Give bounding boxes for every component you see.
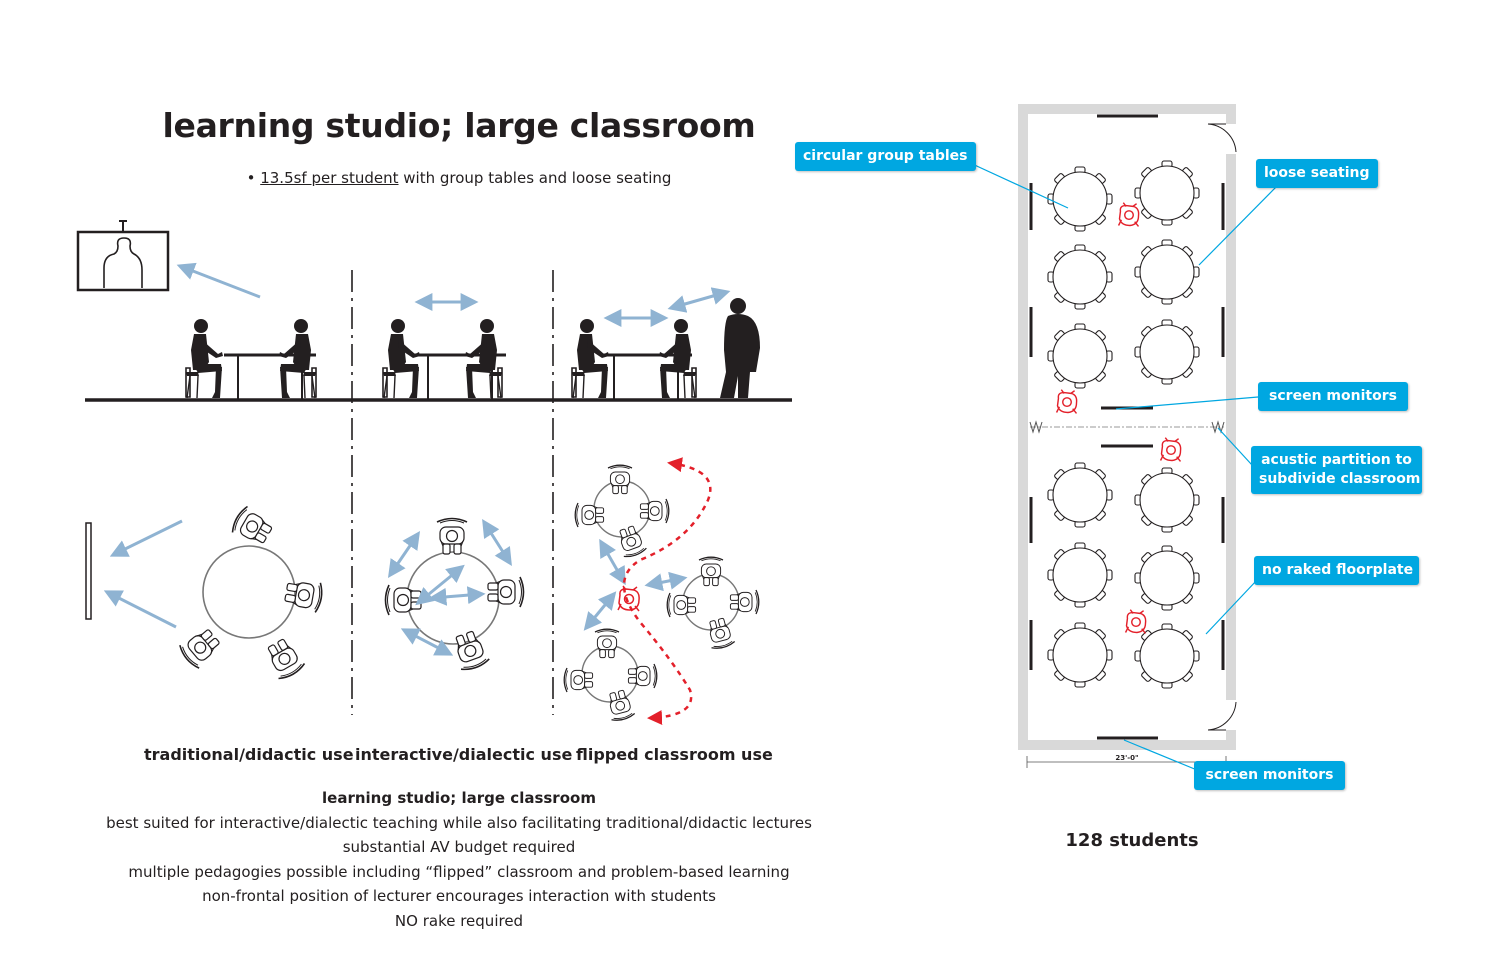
- floor-plan: [968, 104, 1278, 770]
- person-silhouette-icon: [465, 319, 502, 398]
- wall-screen: [86, 523, 91, 619]
- exchange-arrow: [671, 292, 727, 308]
- notes-line: substantial AV budget required: [342, 838, 576, 857]
- notes-line: best suited for interactive/dialectic teaching while also facilitating traditional/didactic lectures: [106, 813, 812, 832]
- interactive-section: [383, 319, 506, 399]
- attention-arrow: [113, 521, 182, 555]
- attention-arrow: [107, 592, 176, 627]
- seated-student-topview-icon: [263, 636, 307, 682]
- callout-screen-monitors: screen monitors: [1258, 382, 1408, 411]
- callout-no-raked-floorplate: no raked floorplate: [1254, 556, 1419, 585]
- traditional-section: [186, 319, 316, 399]
- callout-circular-group-tables: circular group tables: [795, 142, 976, 171]
- screen-monitor-icon: [78, 221, 168, 290]
- round-table: [203, 546, 295, 638]
- flipped-section: [572, 298, 760, 399]
- callout-line: acustic partition to: [1261, 452, 1412, 468]
- callout-line: subdivide classroom: [1259, 471, 1421, 487]
- person-silhouette-icon: [279, 319, 316, 398]
- callout-loose-seating: loose seating: [1256, 159, 1378, 188]
- lecturer-topview-icon: [618, 586, 639, 611]
- seated-student-topview-icon: [229, 505, 275, 549]
- traditional-plan: [86, 505, 324, 682]
- subtitle-bullet: •: [246, 169, 256, 187]
- standing-lecturer-icon: [720, 298, 760, 398]
- student-count: 128 students: [1065, 830, 1199, 851]
- person-silhouette-icon: [383, 319, 420, 398]
- flipped-plan: [564, 463, 759, 722]
- seated-student-topview-icon: [437, 519, 467, 555]
- subtitle-area-per-student: 13.5sf per student: [260, 169, 399, 187]
- person-silhouette-icon: [186, 319, 223, 398]
- notes-line: non-frontal position of lecturer encourages interaction with students: [202, 887, 716, 906]
- caption-interactive: interactive/dialectic use: [355, 745, 573, 764]
- notes-line: NO rake required: [394, 911, 524, 930]
- caption-traditional: traditional/didactic use: [144, 745, 354, 764]
- seated-student-topview-icon: [177, 625, 223, 671]
- dimension-label: 23'-0": [1115, 754, 1139, 762]
- round-table: [407, 552, 499, 644]
- caption-flipped: flipped classroom use: [576, 745, 773, 764]
- notes-line: multiple pedagogies possible including “flipped” classroom and problem-based learning: [128, 862, 790, 881]
- callout-screen-monitors-bottom: screen monitors: [1194, 761, 1345, 790]
- attention-arrow: [180, 266, 260, 297]
- callout-acoustic-partition: [1251, 446, 1422, 494]
- page-title: learning studio; large classroom: [162, 106, 756, 145]
- notes-heading: learning studio; large classroom: [322, 789, 596, 807]
- person-silhouette-icon: [572, 319, 609, 398]
- interactive-plan: [386, 519, 524, 673]
- subtitle-rest: with group tables and loose seating: [398, 169, 672, 187]
